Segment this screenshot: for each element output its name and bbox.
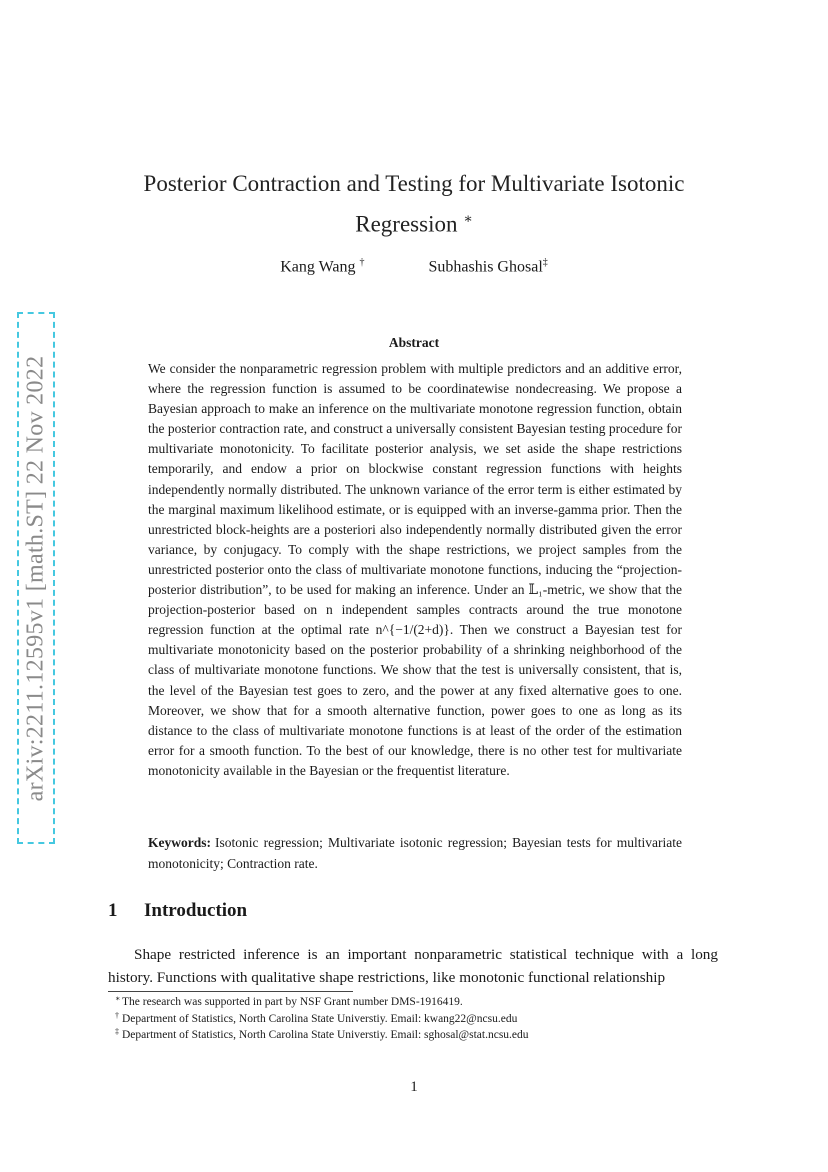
abstract-heading: Abstract <box>388 335 440 350</box>
author-name: Kang Wang <box>280 258 356 276</box>
footnote-text: Department of Statistics, North Carolina State Universtiy. Email: sghosal@stat.ncsu.edu <box>122 1029 529 1041</box>
title-line-1: Posterior Contraction and Testing for Multivariate Isotonic <box>143 171 685 196</box>
author-list <box>100 257 728 276</box>
intro-paragraph <box>108 944 718 989</box>
intro-text: Shape restricted inference is an important nonparametric statistical technique with a long history. Functions with qualitative shape restrictions, like monotonic functional relationship <box>108 946 718 986</box>
title-line-2-text: Regression <box>355 211 458 237</box>
title-footnote-mark: ∗ <box>463 212 473 227</box>
footnote-rule <box>108 991 353 992</box>
footnote <box>115 994 722 1011</box>
footnote-mark: † <box>115 1010 119 1020</box>
section-title: Introduction <box>144 900 248 921</box>
author <box>429 257 548 276</box>
section-heading <box>108 900 247 922</box>
paper-title <box>100 166 728 243</box>
author-mark: † <box>359 257 365 268</box>
footnote <box>115 1027 722 1044</box>
arxiv-identifier-box <box>17 312 55 844</box>
footnote-text: Department of Statistics, North Carolina State Universtiy. Email: kwang22@ncsu.edu <box>122 1012 518 1025</box>
footnote-mark: ‡ <box>115 1027 119 1036</box>
footnote-text: The research was supported in part by NSF Grant number DMS-1916419. <box>122 996 463 1008</box>
abstract-body: We consider the nonparametric regression problem with multiple predictors and an additive error, where the regression function is assumed to be coordinatewise nondecreasing. We propose a Bayesian approach to make an inference on the multivariate monotone regression function, obtain the posterior contraction rate, and construct a universally consistent Bayesian testing procedure for multivariate monotonicity. To facilitate posterior analysis, we set aside the shape restrictions temporarily, and endow a prior on blockwise constant regression functions with heights independently normally distributed. The unknown variance of the error term is either estimated by the marginal maximum likelihood estimate, or is equipped with an inverse-gamma prior. Then the unrestricted block-heights are a posteriori also independently normally distributed given the error variance, by conjugacy. To comply with the shape restrictions, we project samples from the unrestricted posterior onto the class of multivariate monotone functions, inducing the “projection-posterior distribution”, to be used for making an inference. Under an 𝕃₁-metric, we show that the projection-posterior based on n independent samples contracts around the true monotone regression function at the optimal rate n^{−1/(2+d)}. Then we construct a Bayesian test for multivariate monotonicity based on the posterior probability of a shrinking neighborhood of the class of multivariate monotone functions. We show that the test is universally consistent, that is, the level of the Bayesian test goes to zero, and the power at any fixed alternative goes to one. Moreover, we show that for a smooth alternative function, power goes to one as long as its distance to the class of multivariate monotone functions is at least of the order of the estimation error for a smooth function. To the best of our knowledge, there is no other test for multivariate monotonicity available in the Bayesian or the frequentist literature. <box>148 361 682 778</box>
keywords <box>148 833 682 874</box>
author-name: Subhashis Ghosal <box>428 258 543 276</box>
author <box>280 257 364 276</box>
page-number: 1 <box>410 1079 418 1095</box>
section-number: 1 <box>108 900 118 921</box>
keywords-text: Isotonic regression; Multivariate isotonic regression; Bayesian tests for multivariate monotonicity; Contraction rate. <box>148 835 682 871</box>
footnote <box>115 1010 722 1028</box>
arxiv-identifier: arXiv:2211.12595v1 [math.ST] 22 Nov 2022 <box>22 355 49 801</box>
keywords-label: Keywords: <box>148 835 211 850</box>
footnotes <box>115 994 722 1044</box>
footnote-mark: ∗ <box>115 994 121 1003</box>
author-mark: ‡ <box>542 257 548 268</box>
title-line-2 <box>100 202 728 243</box>
